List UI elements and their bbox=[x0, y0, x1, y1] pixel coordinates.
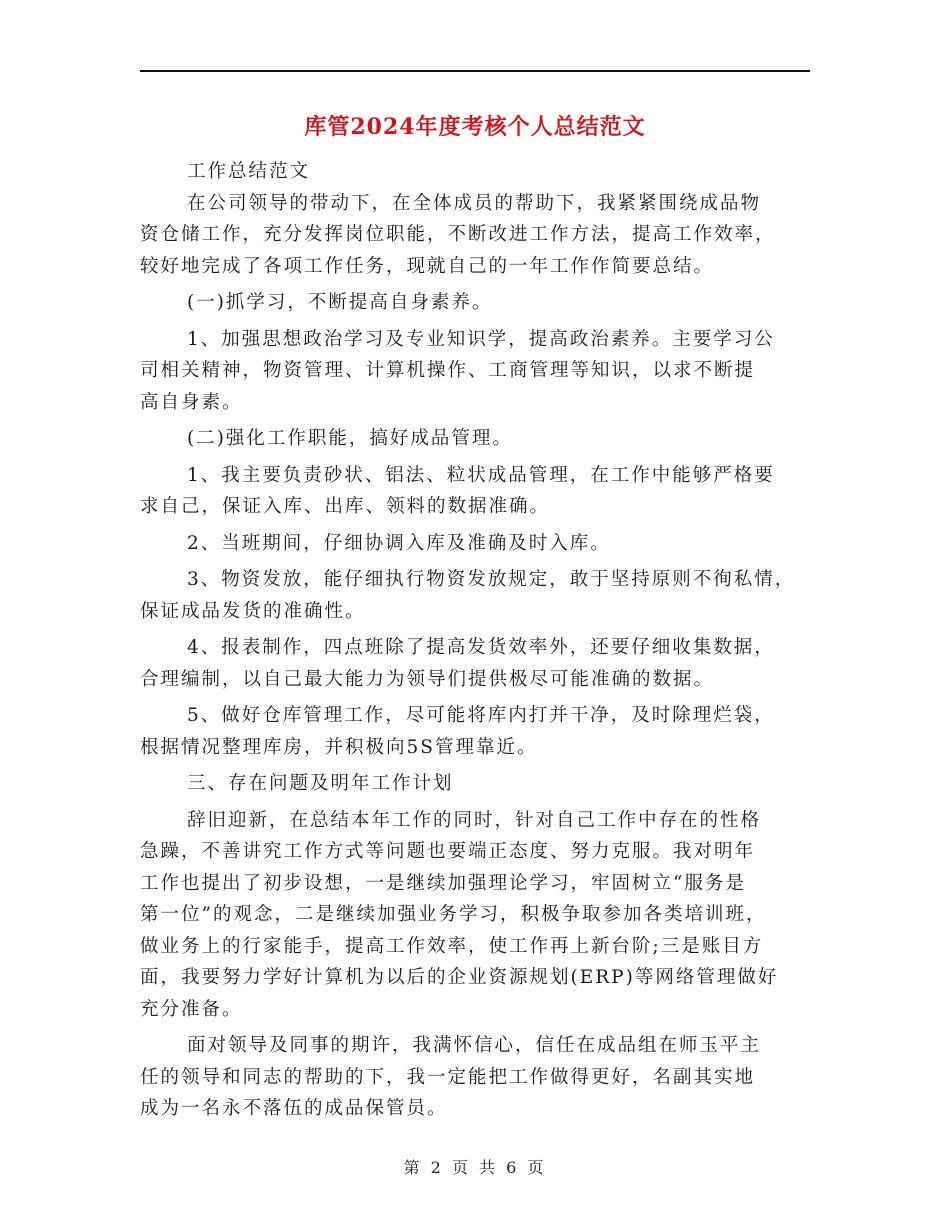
paragraph-line: 合理编制，以自己最大能力为领导们提供极尽可能准确的数据。 bbox=[140, 668, 715, 690]
paragraph bbox=[140, 1030, 816, 1125]
page-number: 第 2 页 共 6 页 bbox=[403, 1158, 547, 1177]
document-title: 库管2024年度考核个人总结范文 bbox=[304, 114, 646, 140]
paragraph-line: 高自身素。 bbox=[140, 391, 243, 413]
paragraph-line: 司相关精神，物资管理、计算机操作、工商管理等知识，以求不断提 bbox=[140, 360, 756, 381]
paragraph-line: 在公司领导的带动下，在全体成员的帮助下，我紧紧围绕成品物 bbox=[187, 192, 762, 214]
paragraph-line: 做业务上的行家能手，提高工作效率，使工作再上新台阶;三是账目方 bbox=[140, 935, 764, 957]
paragraph bbox=[140, 324, 816, 419]
paragraph bbox=[140, 768, 816, 800]
paragraph bbox=[140, 632, 816, 695]
paragraph-line: 面对领导及同事的期许，我满怀信心，信任在成品组在师玉平主 bbox=[187, 1035, 762, 1056]
paragraph-line: 5、做好仓库管理工作，尽可能将库内打并干净，及时除理烂袋， bbox=[187, 705, 775, 726]
paragraph-line: 较好地完成了各项工作任务，现就自己的一年工作作简要总结。 bbox=[140, 255, 715, 277]
paragraph-line: 资仓储工作，充分发挥岗位职能，不断改进工作方法，提高工作效率， bbox=[140, 224, 776, 245]
paragraph-line: 任的领导和同志的帮助的下，我一定能把工作做得更好，名副其实地 bbox=[140, 1066, 756, 1088]
paragraph bbox=[140, 805, 816, 1026]
paragraph-line: 工作总结范文 bbox=[187, 161, 311, 182]
paragraph-line: 工作也提出了初步设想，一是继续加强理论学习，牢固树立“服务是 bbox=[140, 872, 746, 894]
paragraph bbox=[140, 528, 816, 560]
paragraph-line: 充分准备。 bbox=[140, 998, 243, 1020]
paragraph bbox=[140, 188, 816, 283]
paragraph-line: 急躁，不善讲究工作方式等问题也要端正态度、努力克服。我对明年 bbox=[140, 841, 756, 862]
paragraph-line: 根据情况整理库房，并积极向5S管理靠近。 bbox=[140, 736, 538, 758]
paragraph bbox=[140, 460, 816, 523]
paragraph bbox=[140, 423, 816, 455]
paragraph bbox=[140, 287, 816, 319]
paragraph-line: 3、物资发放，能仔细执行物资发放规定，敢于坚持原则不徇私情， bbox=[187, 569, 796, 590]
paragraph-line: 保证成品发货的准确性。 bbox=[140, 600, 366, 622]
header-rule bbox=[140, 70, 810, 72]
paragraph-line: 辞旧迎新，在总结本年工作的同时，针对自己工作中存在的性格 bbox=[187, 809, 762, 831]
paragraph-line: 面，我要努力学好计算机为以后的企业资源规划(ERP)等网络管理做好 bbox=[140, 967, 779, 988]
paragraph-line: (二)强化工作职能，搞好成品管理。 bbox=[187, 428, 513, 449]
document-body bbox=[140, 156, 816, 1125]
paragraph-line: 第一位”的观念，二是继续加强业务学习，积极争取参加各类培训班， bbox=[140, 904, 767, 925]
paragraph-line: (一)抓学习，不断提高自身素养。 bbox=[187, 292, 493, 313]
paragraph-line: 2、当班期间，仔细协调入库及准确及时入库。 bbox=[187, 532, 611, 554]
paragraph-line: 求自己，保证入库、出库、领料的数据准确。 bbox=[140, 496, 551, 517]
paragraph-line: 三、存在问题及明年工作计划 bbox=[187, 773, 454, 794]
paragraph bbox=[140, 700, 816, 763]
paragraph bbox=[140, 156, 816, 188]
paragraph-line: 4、报表制作，四点班除了提高发货效率外，还要仔细收集数据， bbox=[187, 637, 775, 658]
paragraph-line: 成为一名永不落伍的成品保管员。 bbox=[140, 1098, 448, 1119]
paragraph-line: 1、我主要负责砂状、铝法、粒状成品管理，在工作中能够严格要 bbox=[187, 464, 775, 486]
paragraph bbox=[140, 564, 816, 627]
paragraph-line: 1、加强思想政治学习及专业知识学，提高政治素养。主要学习公 bbox=[187, 328, 775, 350]
